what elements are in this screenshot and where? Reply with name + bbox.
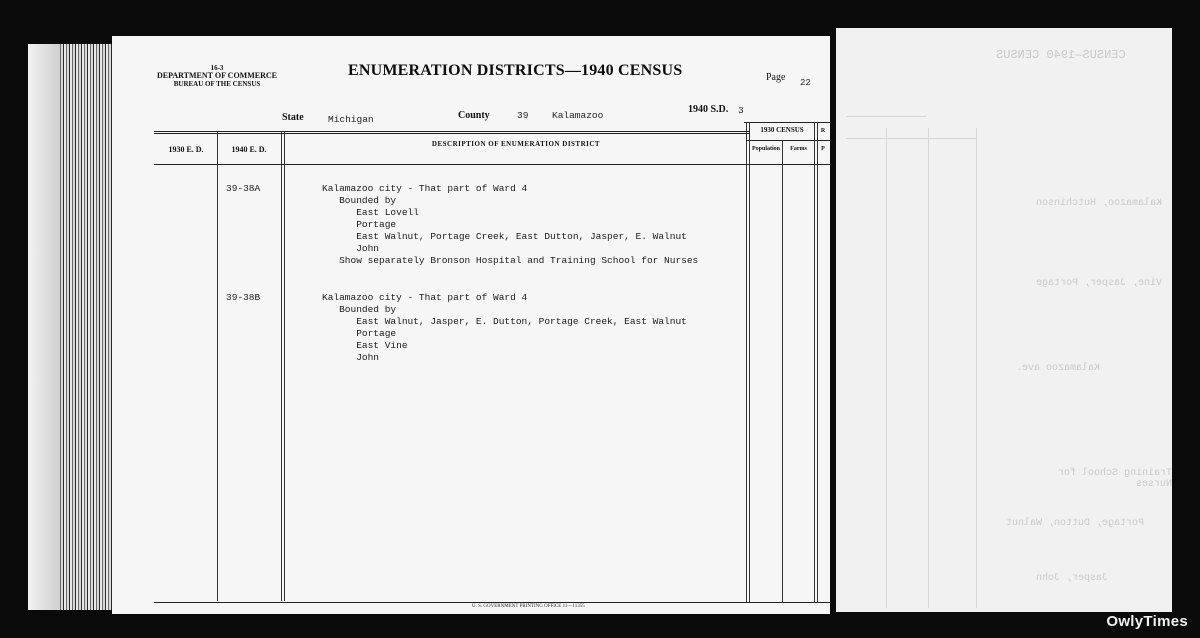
department-block <box>152 64 282 88</box>
county-code: 39 <box>517 110 529 121</box>
col-1940-ed: 1940 E. D. <box>231 145 267 154</box>
entry-ed-1940: 39-38A <box>226 183 261 194</box>
description-line: Portage <box>322 219 397 230</box>
description-line: John <box>322 243 380 254</box>
description-line: John <box>322 352 380 363</box>
description-line: East Lovell <box>322 207 419 218</box>
col-extra: R <box>820 128 826 134</box>
printing-office-footer: U. S. GOVERNMENT PRINTING OFFICE 11—11355 <box>472 604 585 609</box>
entry-description <box>322 292 687 364</box>
description-line: East Vine <box>322 340 408 351</box>
page-number: 22 <box>800 78 811 88</box>
col-farms: Farms <box>790 146 807 152</box>
facing-page: CENSUS—1940 CENSUS Kalamazoo, Hutchinson Vine, Jasper, Portage Kalamazoo ave. Training School for Nurses Portage, Dutton, Walnut Jasper, John <box>836 28 1172 612</box>
book-page-edges <box>28 44 120 610</box>
col-extra-2: P <box>821 146 825 152</box>
department-name: DEPARTMENT OF COMMERCE <box>156 71 277 80</box>
page-label: Page <box>766 72 786 83</box>
description-line: Portage <box>322 328 397 339</box>
description-line: East Walnut, Jasper, E. Dutton, Portage Creek, East Walnut <box>322 316 687 327</box>
entry-description <box>322 183 698 267</box>
form-number: 16-3 <box>210 64 224 72</box>
col-population: Population <box>751 146 780 152</box>
description-line: Kalamazoo city - That part of Ward 4 <box>322 183 528 194</box>
sd-label: 1940 S.D. <box>688 104 729 115</box>
page-title: ENUMERATION DISTRICTS—1940 CENSUS <box>348 62 683 79</box>
description-line: East Walnut, Portage Creek, East Dutton, Jasper, E. Walnut <box>322 231 687 242</box>
watermark: OwlyTimes <box>1106 613 1188 630</box>
description-line: Show separately Bronson Hospital and Training School for Nurses <box>322 255 699 266</box>
description-line: Bounded by <box>322 304 397 315</box>
state-value: Michigan <box>328 114 374 125</box>
entry-ed-1940: 39-38B <box>226 292 261 303</box>
county-label: County <box>458 110 490 121</box>
description-line: Kalamazoo city - That part of Ward 4 <box>322 292 528 303</box>
col-1930-census: 1930 CENSUS <box>760 126 804 134</box>
col-1930-ed: 1930 E. D. <box>168 145 204 154</box>
col-description: DESCRIPTION OF ENUMERATION DISTRICT <box>431 140 601 148</box>
description-line: Bounded by <box>322 195 397 206</box>
state-label: State <box>282 112 304 123</box>
sd-value: 3 <box>738 105 744 116</box>
county-value: Kalamazoo <box>552 110 604 121</box>
bureau-name: BUREAU OF THE CENSUS <box>173 80 261 88</box>
census-page <box>112 36 830 614</box>
